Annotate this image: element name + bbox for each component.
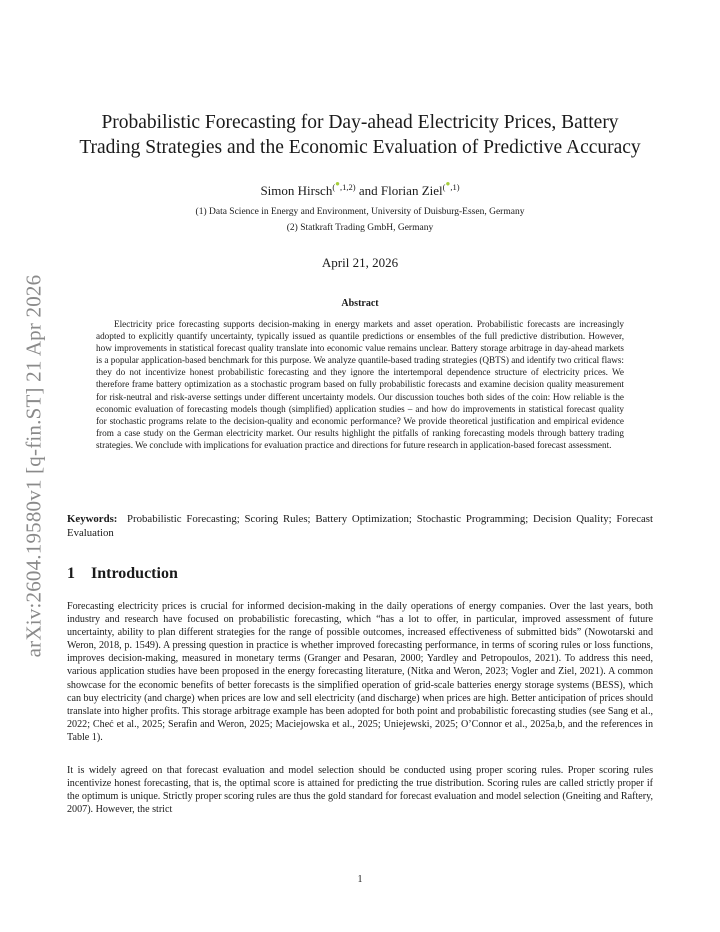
author-name: Simon Hirsch <box>260 183 333 199</box>
page-number: 1 <box>357 874 363 885</box>
author-name: Florian Ziel <box>380 183 443 199</box>
author-list <box>60 179 660 199</box>
keywords <box>67 512 653 540</box>
author-affiliation-marker: (●,1) <box>442 179 460 192</box>
affiliation-1: (1) Data Science in Energy and Environment, University of Duisburg-Essen, Germany <box>195 207 525 217</box>
title-line-1: Probabilistic Forecasting for Day-ahead Electricity Prices, Battery <box>101 112 619 133</box>
title-line-2: Trading Strategies and the Economic Evaluation of Predictive Accuracy <box>79 137 641 158</box>
body-paragraph-2: It is widely agreed on that forecast evaluation and model selection should be conducted using proper scoring rules. Proper scoring rules incentivize honest forecasting, that is, the optimal score is attained for predicting the true distribution. Scoring rules are called strictly proper if the optimum is unique. Strictly proper scoring rules are thus the gold standard for forecast evaluation and model selection (Gneiting and Raftery, 2007). However, the strict <box>67 765 653 816</box>
keywords-text: Probabilistic Forecasting; Scoring Rules; Battery Optimization; Stochastic Programming; Decision Quality; Forecast Evaluation <box>67 513 653 539</box>
section-heading <box>67 565 178 583</box>
keywords-label: Keywords: <box>67 513 118 525</box>
arxiv-identifier-stamp: arXiv:2604.19580v1 [q-fin.ST] 21 Apr 2026 <box>21 274 46 658</box>
orcid-icon[interactable]: ● <box>335 179 341 188</box>
author-affiliation-marker: (●,1,2) <box>332 179 356 192</box>
section-number: 1 <box>67 565 75 582</box>
paper-title <box>60 110 660 160</box>
abstract-text: Electricity price forecasting supports decision-making in energy markets and asset operation. Probabilistic forecasts are increasingly adopted to explicitly quantify uncertainty, typically issued as quantile predictions or ensembles of the full predictive distribution. However, how improvements in statistical forecast quality translate into economic value remains unclear. Battery storage arbitrage in day-ahead markets is a popular application-based benchmark for this purpose. We analyze quantile-based trading strategies (QBTS) and identify two critical flaws: they do not incentivize honest probabilistic forecasting and they ignore the intertemporal dependence structure of electricity prices. We therefore frame battery optimization as a stochastic program based on fully probabilistic forecasts and examine decision quality measurement for risk-neutral and risk-averse settings under different uncertainty models. Our discussion touches both sides of the coin: How reliable is the economic evaluation of forecasting models though (simplified) application studies – and how do improvements in statistical forecast quality for stochastic programs relate to the decision-quality and economic performance? We provide theoretical justification and empirical evidence from a case study on the German electricity market. Our results highlight the pitfalls of ranking forecasting models through battery trading strategies. We conclude with implications for evaluation practice and directions for future research in application-based forecast assessment. <box>96 319 624 450</box>
abstract-heading: Abstract <box>341 298 379 309</box>
body-paragraph-1: Forecasting electricity prices is crucial for informed decision-making in the daily operations of energy companies. Over the last years, both industry and research have focused on probabilistic forecasting, which “has a lot to offer, in particular, improved assessment of future uncertainty, ability to plan different strategies for the range of possible outcomes, increased effectiveness of submitted bids” (Nowotarski and Weron, 2018, p. 1549). A pressing question in practice is whether improved forecasting performance, in terms of scoring rules or loss functions, improves decision-making, measured in monetary terms (Granger and Pesaran, 2000; Yardley and Petropoulos, 2021). To address this need, various application studies have been proposed in the energy forecasting literature, (Nitka and Weron, 2023; Vogler and Ziel, 2021). A common showcase for the economic benefits of better forecasts is the simplified operation of grid-scale batteries energy storage systems (BESS), which can buy electricity (and charge) when prices are low and sell electricity (and discharge) when prices are high. Better anticipation of prices should translate into higher profits. This storage arbitrage example has been adopted for both point and probabilistic forecasting studies (see Sang et al., 2022; Cheć et al., 2025; Serafin and Weron, 2025; Maciejowska et al., 2025; Uniejewski, 2025; O’Connor et al., 2025a,b, and the references in Table 1). <box>67 601 653 743</box>
publication-date: April 21, 2026 <box>321 255 399 270</box>
section-title: Introduction <box>91 565 178 582</box>
affiliation-2: (2) Statkraft Trading GmbH, Germany <box>286 223 434 233</box>
orcid-icon[interactable]: ● <box>445 179 451 188</box>
author-joiner: and <box>358 183 378 199</box>
